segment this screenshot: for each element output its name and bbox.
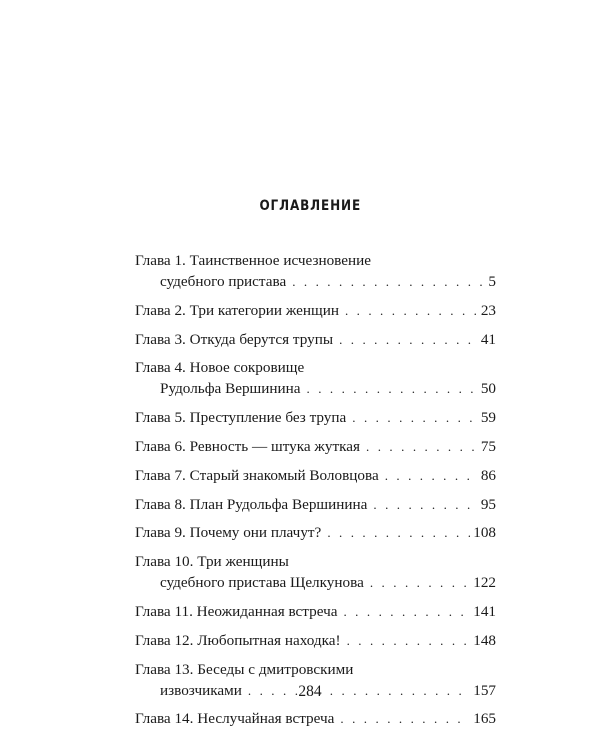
chapter-title: Глава 1. Таинственное исчезновение (135, 252, 371, 269)
chapter-title-continued: судебного пристава (160, 273, 287, 290)
chapter-title-continued: извозчиками (160, 681, 242, 699)
dot-leader (307, 378, 478, 399)
page-number: 141 (473, 602, 496, 620)
page-number: 86 (480, 466, 496, 484)
chapter-title: Глава 13. Беседы с дмитровскими (135, 660, 354, 678)
chapter-title: Глава 4. Новое сокровище (135, 359, 305, 377)
page-number: 108 (473, 524, 496, 542)
page-number: 148 (473, 631, 496, 649)
dot-leader (352, 407, 478, 428)
toc-entry[interactable] (135, 551, 496, 593)
chapter-title: Глава 10. Три женщины (135, 553, 289, 571)
toc-entry[interactable] (135, 407, 496, 428)
dot-leader (347, 630, 471, 651)
page-number: 165 (473, 710, 496, 728)
dot-leader (373, 494, 477, 515)
chapter-title: Глава 2. Три категории женщин (135, 301, 339, 319)
toc-entry[interactable] (135, 300, 496, 321)
dot-leader (343, 601, 470, 622)
chapter-title: Глава 3. Откуда берутся трупы (135, 330, 334, 348)
toc-entry[interactable] (135, 494, 496, 515)
chapter-title: Глава 8. План Рудольфа Вершинина (135, 495, 368, 513)
page-number: 50 (480, 380, 496, 398)
page-number: 75 (480, 437, 496, 455)
toc-entry[interactable] (135, 708, 496, 729)
toc-entry[interactable] (135, 329, 496, 350)
toc-entry[interactable] (135, 357, 496, 399)
toc-entry[interactable] (135, 436, 496, 457)
page-number: 157 (473, 681, 496, 699)
page-number: 95 (480, 495, 496, 513)
dot-leader (292, 271, 485, 292)
chapter-title: Глава 7. Старый знакомый Воловцова (135, 466, 379, 484)
toc-entry[interactable] (135, 601, 496, 622)
table-of-contents (135, 250, 496, 737)
dot-leader (340, 708, 470, 729)
page-number: 41 (480, 330, 496, 348)
toc-entry[interactable] (135, 630, 496, 651)
page-number: 59 (480, 409, 496, 427)
page-folio-number: 284 (298, 683, 322, 700)
dot-leader (327, 522, 470, 543)
toc-heading: ОГЛАВЛЕНИЕ (259, 198, 362, 214)
page-number: 23 (480, 301, 496, 319)
dot-leader (385, 465, 478, 486)
toc-entry[interactable] (135, 465, 496, 486)
toc-entry[interactable] (135, 250, 496, 292)
dot-leader (366, 436, 478, 457)
page-number: 122 (473, 574, 496, 592)
page-number: 5 (488, 273, 496, 290)
chapter-title: Глава 12. Любопытная находка! (135, 631, 341, 649)
dot-leader (370, 572, 470, 593)
chapter-title: Глава 11. Неожиданная встреча (135, 602, 338, 620)
dot-leader (339, 329, 478, 350)
chapter-title-continued: судебного пристава Щелкунова (160, 574, 364, 592)
chapter-title: Глава 6. Ревность — штука жуткая (135, 437, 361, 455)
toc-entry[interactable] (135, 522, 496, 543)
chapter-title: Глава 9. Почему они плачут? (135, 524, 322, 542)
chapter-title: Глава 5. Преступление без трупа (135, 409, 347, 427)
chapter-title-continued: Рудольфа Вершинина (160, 380, 301, 398)
chapter-title: Глава 14. Неслучайная встреча (135, 710, 335, 728)
dot-leader (345, 300, 478, 321)
